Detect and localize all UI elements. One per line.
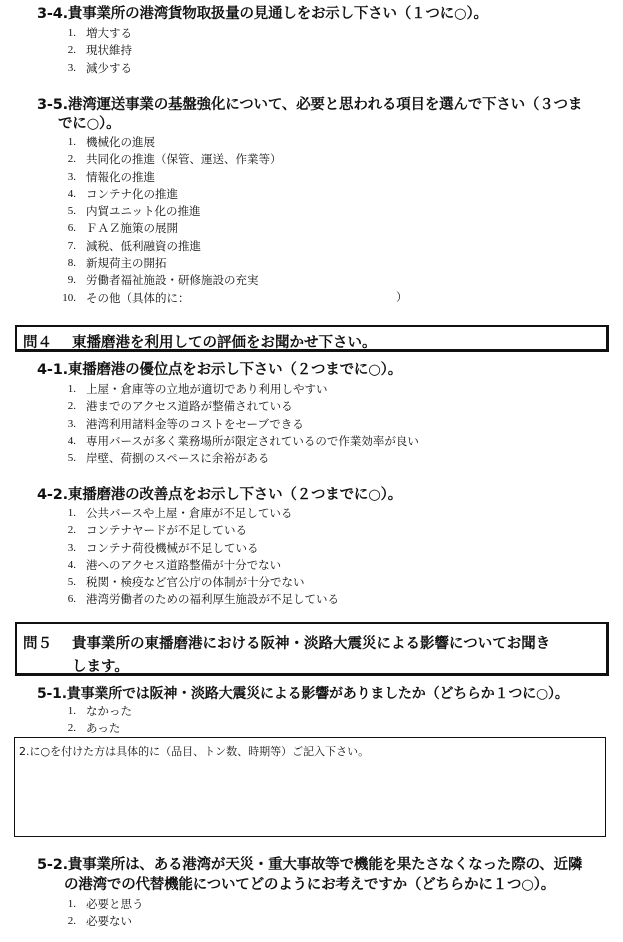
option-label: 現状維持: [86, 43, 132, 58]
list-item[interactable]: [60, 522, 339, 539]
question-3-4-title: 3-4.貴事業所の港湾貨物取扱量の見通しをお示し下さい（１つに○）。: [37, 6, 488, 22]
option-label: 新規荷主の開拓: [86, 256, 167, 271]
question-4-1-title: 4-1.東播磨港の優位点をお示し下さい（２つまでに○）。: [37, 362, 403, 378]
option-label: 労働者福祉施設・研修施設の充実: [86, 273, 259, 288]
option-number: 8.: [67, 257, 76, 270]
list-item[interactable]: [60, 433, 419, 450]
list-item[interactable]: [60, 203, 282, 220]
list-item[interactable]: [60, 381, 419, 398]
option-number: 9.: [67, 274, 76, 287]
damage-details-field[interactable]: [14, 737, 606, 837]
list-item[interactable]: [60, 540, 339, 557]
option-number: 7.: [67, 239, 76, 252]
option-label: 減税、低利融資の推進: [86, 238, 201, 253]
option-number: 1.: [67, 383, 76, 395]
list-item[interactable]: [60, 416, 419, 433]
list-item[interactable]: [60, 220, 282, 237]
option-number: 5.: [67, 576, 76, 589]
list-item[interactable]: [60, 557, 339, 574]
list-item[interactable]: [60, 591, 339, 608]
question-5-2-options: [60, 896, 144, 931]
option-number: 2.: [67, 524, 76, 537]
option-label: ＦＡＺ施策の展開: [86, 221, 178, 236]
list-item[interactable]: [60, 151, 282, 168]
option-number: 1.: [67, 898, 76, 910]
section-4-header: [15, 325, 609, 352]
option-number: 6.: [67, 593, 76, 606]
option-label: 公共バースや上屋・倉庫が不足している: [86, 506, 293, 520]
option-label: 必要ない: [86, 914, 132, 929]
list-item[interactable]: [60, 238, 282, 255]
question-3-4-options: [60, 25, 132, 77]
option-label: 岸壁、荷捌のスペースに余裕がある: [86, 451, 270, 466]
option-number: 4.: [67, 434, 76, 447]
option-label: コンテナヤードが不足している: [86, 523, 247, 538]
option-number: 2.: [67, 44, 76, 57]
option-number: 1.: [67, 705, 76, 717]
list-item[interactable]: [60, 272, 282, 289]
option-number: 3.: [67, 61, 76, 74]
option-label: 共同化の推進（保管、運送、作業等）: [86, 152, 282, 167]
option-label: 港湾利用諸料金等のコストをセーブできる: [86, 416, 304, 431]
option-label: その他（具体的に：: [86, 290, 190, 305]
list-item[interactable]: [60, 574, 339, 591]
question-3-5-options: [60, 134, 282, 307]
list-item[interactable]: [60, 25, 132, 42]
question-5-1-options: [60, 703, 132, 738]
option-label: コンテナ化の推進: [86, 186, 178, 201]
question-5-1-title: 5-1.貴事業所では阪神・淡路大震災による影響がありましたか（どちらか１つに○）。: [37, 686, 569, 702]
section-5-title-cont: します。: [72, 659, 129, 675]
list-item[interactable]: [60, 134, 282, 151]
option-number: 3.: [67, 170, 76, 183]
option-number: 2.: [67, 722, 76, 735]
option-label: 情報化の推進: [86, 169, 155, 184]
list-item[interactable]: [60, 720, 132, 737]
section-4-title: 東播磨港を利用しての評価をお聞かせ下さい。: [72, 335, 377, 351]
section-5-tag: 問５: [23, 636, 52, 652]
option-number: 10.: [62, 291, 76, 304]
section-4-tag: 問４: [23, 335, 52, 351]
option-label: あった: [86, 721, 121, 736]
option-label: 上屋・倉庫等の立地が適切であり利用しやすい: [86, 382, 328, 396]
option-number: 2.: [67, 153, 76, 166]
option-number: 3.: [67, 541, 76, 554]
question-3-5-title: 3-5.港湾運送事業の基盤強化について、必要と思われる項目を選んで下さい（３つま: [37, 97, 583, 113]
option-number: 6.: [67, 222, 76, 235]
option-label: 機械化の進展: [86, 135, 155, 149]
list-item[interactable]: [60, 450, 419, 467]
question-4-2-options: [60, 505, 339, 609]
list-item[interactable]: [60, 186, 282, 203]
option-label: 内貿ユニット化の推進: [86, 204, 201, 219]
option-number: 2.: [67, 400, 76, 413]
question-5-2-title: 5-2.貴事業所は、ある港湾が天災・重大事故等で機能を果たさなくなった際の、近隣: [37, 857, 583, 873]
question-4-2-title: 4-2.東播磨港の改善点をお示し下さい（２つまでに○）。: [37, 487, 403, 503]
option-number: 4.: [67, 187, 76, 200]
damage-details-instruction: 2.に○を付けた方は具体的に（品目、トン数、時期等）ご記入下さい。: [19, 745, 370, 758]
list-item[interactable]: [60, 290, 282, 307]
option-label: コンテナ荷役機械が不足している: [86, 540, 259, 555]
option-label: 港までのアクセス道路が整備されている: [86, 399, 293, 414]
option-number: 3.: [67, 417, 76, 430]
question-3-5-title-cont: でに○）。: [58, 116, 121, 132]
option-label: 港へのアクセス道路整備が十分でない: [86, 557, 282, 572]
list-item[interactable]: [60, 505, 339, 522]
option-number: 1.: [67, 507, 76, 519]
other-close-paren: ）: [396, 290, 408, 304]
option-number: 1.: [67, 136, 76, 148]
option-label: 税関・検疫など官公庁の体制が十分でない: [86, 575, 305, 590]
list-item[interactable]: [60, 913, 144, 930]
option-label: なかった: [86, 704, 132, 718]
option-label: 増大する: [86, 26, 132, 40]
option-label: 減少する: [86, 60, 132, 75]
option-number: 2.: [67, 915, 76, 928]
list-item[interactable]: [60, 398, 419, 415]
list-item[interactable]: [60, 703, 132, 720]
section-5-header: [15, 622, 609, 676]
option-number: 5.: [67, 205, 76, 218]
list-item[interactable]: [60, 42, 132, 59]
option-number: 4.: [67, 558, 76, 571]
list-item[interactable]: [60, 896, 144, 913]
question-4-1-options: [60, 381, 419, 467]
list-item[interactable]: [60, 255, 282, 272]
option-label: 必要と思う: [86, 897, 144, 911]
list-item[interactable]: [60, 169, 282, 186]
question-5-2-title-cont: の港湾での代替機能についてどのようにお考えですか（どちらかに１つ○）。: [64, 877, 556, 893]
section-5-title: 貴事業所の東播磨港における阪神・淡路大震災による影響についてお聞き: [72, 636, 551, 652]
option-label: 専用バースが多く業務場所が限定されているので作業効率が良い: [86, 433, 419, 448]
option-number: 1.: [67, 27, 76, 39]
option-label: 港湾労働者のための福利厚生施設が不足している: [86, 592, 339, 607]
option-number: 5.: [67, 452, 76, 465]
list-item[interactable]: [60, 60, 132, 77]
